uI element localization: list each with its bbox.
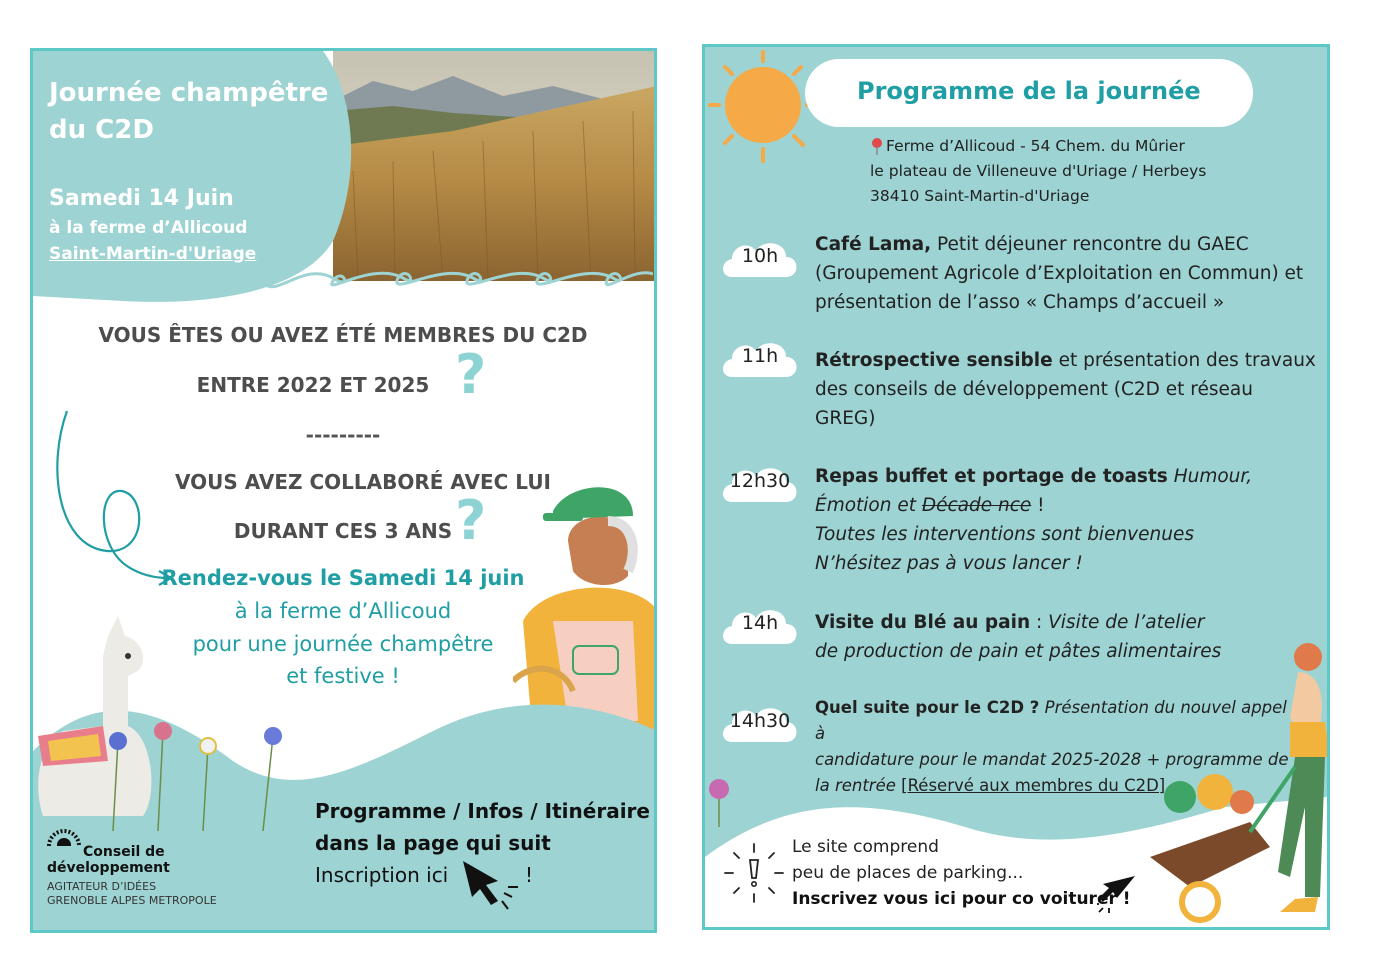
members-only-note: [Réservé aux membres du C2D]: [901, 776, 1166, 795]
pointer-click-icon[interactable]: [458, 851, 523, 911]
footer-line-2: dans la page qui suit: [315, 831, 551, 855]
time-label: 14h: [741, 612, 779, 634]
event-text: Présentation du nouvel appel à: [815, 698, 1287, 743]
event-place: à la ferme d’Allicoud: [49, 218, 248, 238]
footer-line-1: Programme / Infos / Itinéraire: [315, 799, 650, 823]
question-1-line-2: ENTRE 2022 ET 2025: [196, 373, 430, 397]
logo-line-3: AGITATEUR D’IDÉES: [47, 880, 157, 893]
event-12h30: [815, 462, 1252, 578]
question-mark-icon: ?: [455, 343, 487, 406]
event-text: et présentation des travaux: [1052, 350, 1316, 371]
event-text: de production de pain et pâtes alimentaires: [815, 641, 1222, 662]
warning-icon: [723, 842, 785, 904]
signup-link[interactable]: Inscription ici: [315, 863, 449, 887]
time-badge: [720, 462, 800, 504]
logo-line-1: Conseil de: [83, 844, 165, 860]
rdv-line-1: Rendez-vous le Samedi 14 juin: [161, 566, 525, 590]
time-badge: [720, 604, 800, 646]
time-label: 10h: [741, 245, 779, 267]
logo-line-4: GRENOBLE ALPES METROPOLE: [47, 894, 217, 907]
time-badge: [720, 237, 800, 279]
event-title: Repas buffet et portage de toasts: [815, 466, 1168, 487]
address-line-1: Ferme d’Allicoud - 54 Chem. du Mûrier: [886, 137, 1185, 155]
event-text: GREG): [815, 408, 876, 429]
curly-string-decoration: [193, 256, 653, 306]
address-line-2: le plateau de Villeneuve d'Uriage / Herbeys: [870, 162, 1207, 180]
event-date: Samedi 14 Juin: [49, 186, 234, 211]
carpool-signup-link[interactable]: Inscrivez vous ici pour co voiturer !: [792, 889, 1131, 909]
signup-exclamation: !: [525, 863, 534, 887]
address-line-3: 38410 Saint-Martin-d'Uriage: [870, 187, 1090, 205]
town-link[interactable]: Saint-Martin-d'Uriage: [49, 244, 257, 264]
flyer-page-left: [30, 48, 657, 933]
event-text: :: [1030, 612, 1049, 633]
event-text: candidature pour le mandat 2025-2028 + programme de: [815, 750, 1289, 769]
time-label: 12h30: [729, 470, 791, 492]
flower-icon: [705, 767, 739, 827]
question-1-line-1: VOUS ÊTES OU AVEZ ÉTÉ MEMBRES DU C2D: [98, 323, 588, 347]
title-line-2: du C2D: [49, 115, 154, 145]
rdv-line-2: à la ferme d’Allicoud: [234, 599, 452, 623]
time-badge: [720, 702, 800, 744]
flyer-title: [49, 75, 328, 149]
separator-dashes: ---------: [305, 423, 381, 447]
event-title: Visite du Blé au pain: [815, 612, 1031, 633]
event-title: Quel suite pour le C2D ?: [815, 698, 1040, 717]
event-text: Humour,: [1167, 466, 1253, 487]
wheat-field-photo: [333, 51, 657, 281]
flyer-page-right: [702, 44, 1330, 930]
event-text: !: [1031, 495, 1045, 516]
event-text: Toutes les interventions sont bienvenues: [815, 524, 1194, 545]
c2d-logo-icon: [47, 828, 81, 846]
logo-line-2: développement: [47, 860, 170, 876]
event-text: présentation de l’asso « Champs d’accueil »: [815, 292, 1225, 313]
question-2-line-2: DURANT CES 3 ANS: [233, 519, 453, 543]
gardener-wheelbarrow-illustration: [1130, 627, 1330, 927]
rdv-line-3: pour une journée champêtre: [192, 632, 494, 656]
event-text: des conseils de développement (C2D et réseau: [815, 379, 1253, 400]
wildflowers-illustration: [103, 711, 303, 831]
title-line-1: Journée champêtre: [49, 78, 329, 108]
page-title: Programme de la journée: [857, 77, 1201, 105]
parking-line-1: Le site comprend: [792, 837, 939, 857]
event-text: Visite de l’atelier: [1048, 612, 1205, 633]
event-title: Rétrospective sensible: [815, 350, 1053, 371]
event-10h: [815, 230, 1303, 317]
event-11h: [815, 346, 1316, 433]
event-text: Émotion et: [815, 495, 922, 516]
event-text: la rentrée: [815, 776, 896, 795]
question-2-line-1: VOUS AVEZ COLLABORÉ AVEC LUI: [175, 470, 551, 494]
event-text: N’hésitez pas à vous lancer !: [815, 553, 1083, 574]
time-label: 14h30: [729, 710, 791, 732]
time-badge: [720, 337, 800, 379]
event-title: Café Lama,: [815, 234, 932, 255]
struck-word: Décade nce: [921, 495, 1032, 516]
rdv-line-4: et festive !: [286, 664, 400, 688]
location-pin-icon: [870, 137, 884, 155]
parking-line-2: peu de places de parking...: [792, 863, 1024, 883]
time-label: 11h: [741, 345, 779, 367]
event-text: Petit déjeuner rencontre du GAEC: [931, 234, 1249, 255]
question-mark-icon: ?: [455, 489, 487, 552]
event-text: (Groupement Agricole d’Exploitation en Commun) et: [815, 263, 1304, 284]
